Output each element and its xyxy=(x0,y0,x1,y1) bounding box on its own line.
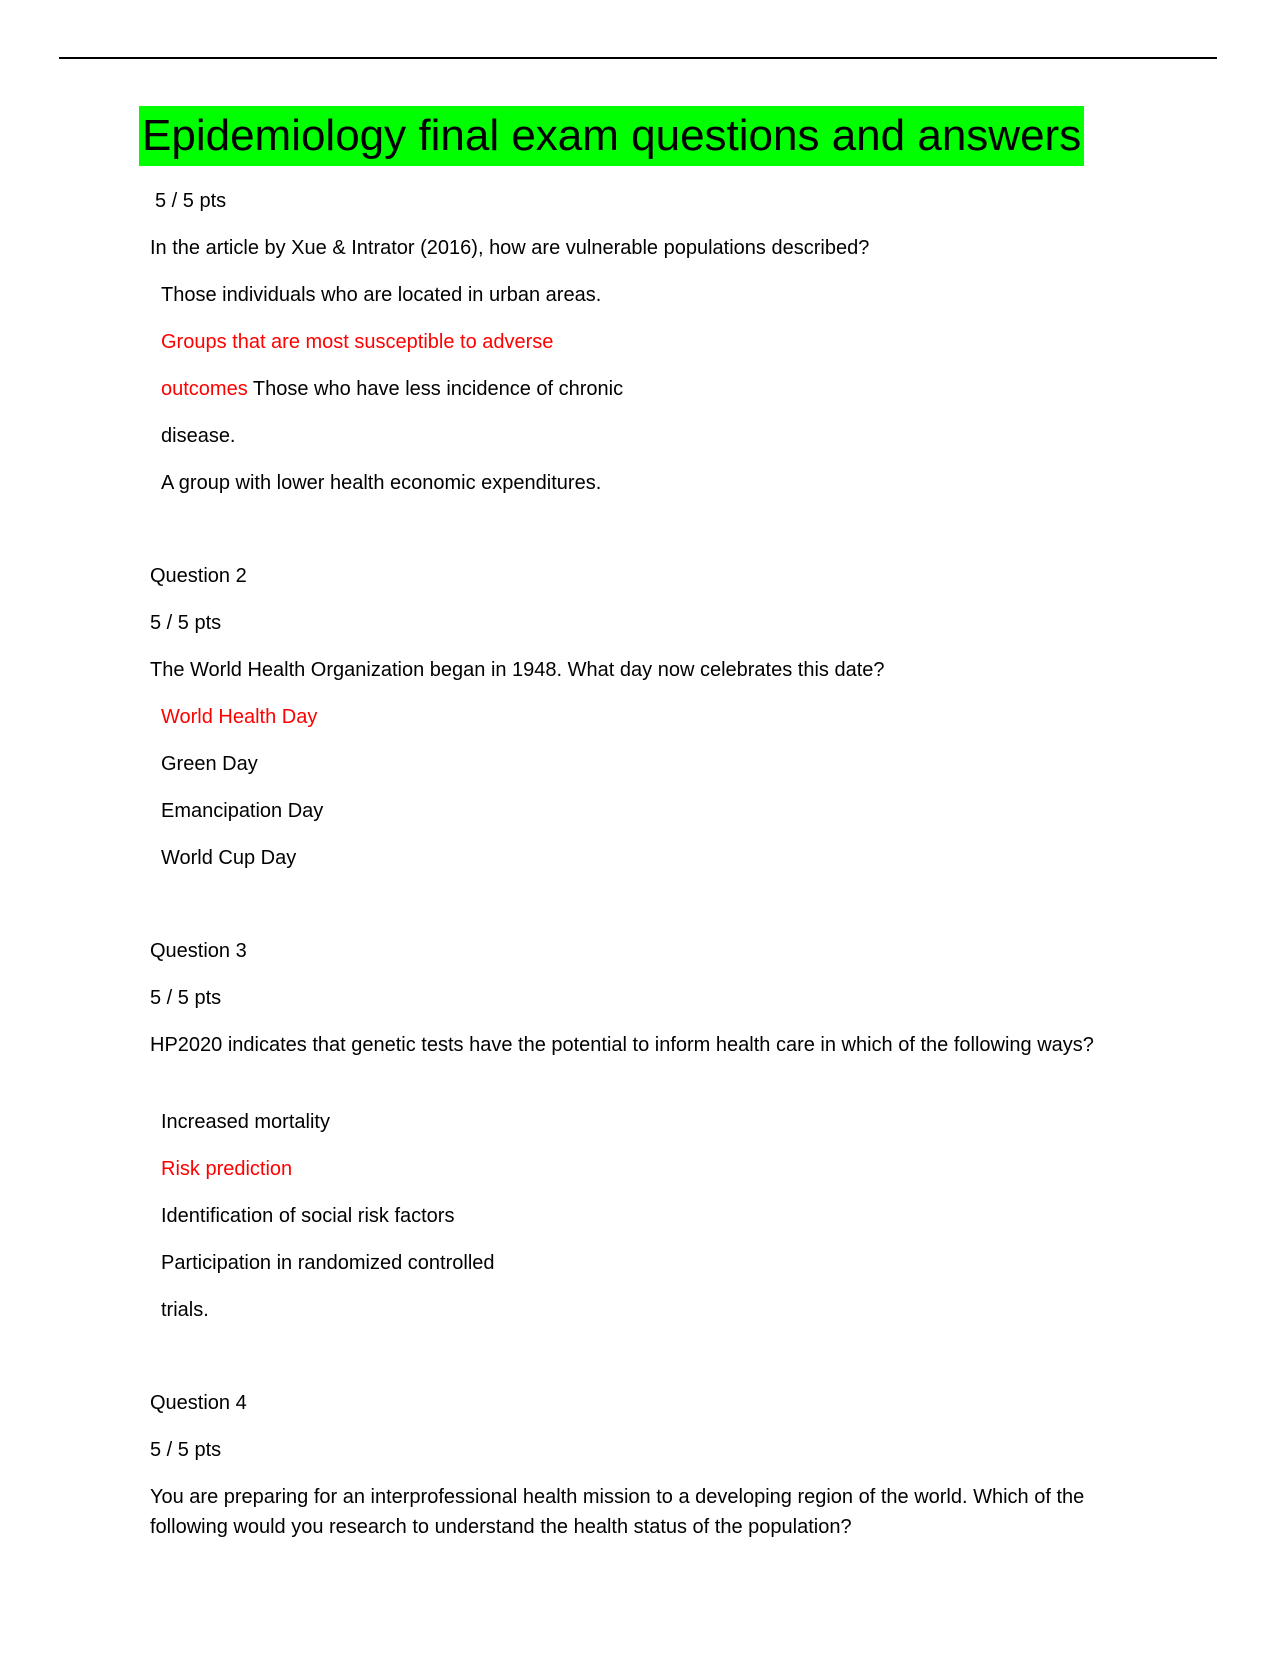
q1-correct-answer: Groups that are most susceptible to adverse xyxy=(161,331,554,353)
page-title: Epidemiology final exam questions and answers xyxy=(139,106,1084,166)
q4-prompt: You are preparing for an interprofessional health mission to a developing region of the world. Which of the following would you research to understand the health status of the population? xyxy=(150,1486,1085,1538)
q3-option: Increased mortality xyxy=(161,1111,330,1133)
q2-correct-answer: World Health Day xyxy=(161,706,318,728)
q2-option: World Cup Day xyxy=(161,847,297,869)
q3-option: Identification of social risk factors xyxy=(161,1205,455,1227)
q1-prompt: In the article by Xue & Intrator (2016), how are vulnerable populations described? xyxy=(150,237,870,259)
q3-points: 5 / 5 pts xyxy=(150,987,222,1009)
q2-option: Green Day xyxy=(161,753,258,775)
q1-points: 5 / 5 pts xyxy=(155,190,227,212)
q2-prompt: The World Health Organization began in 1948. What day now celebrates this date? xyxy=(150,659,885,681)
q2-points: 5 / 5 pts xyxy=(150,612,222,634)
q1-option-line xyxy=(161,374,623,404)
q1-correct-answer-continued: outcomes xyxy=(161,378,248,400)
q2-option: Emancipation Day xyxy=(161,800,324,822)
q1-option: Those individuals who are located in urban areas. xyxy=(161,284,602,306)
q1-option: A group with lower health economic expenditures. xyxy=(161,472,602,494)
q3-option: trials. xyxy=(161,1299,209,1321)
top-rule xyxy=(59,57,1217,59)
q3-prompt: HP2020 indicates that genetic tests have the potential to inform health care in which of the following ways? xyxy=(150,1034,1094,1056)
q3-label: Question 3 xyxy=(150,940,247,962)
q3-correct-answer: Risk prediction xyxy=(161,1158,293,1180)
q1-option: disease. xyxy=(161,425,236,447)
q3-option: Participation in randomized controlled xyxy=(161,1252,495,1274)
q1-option: Those who have less incidence of chronic xyxy=(247,378,624,400)
q4-points: 5 / 5 pts xyxy=(150,1439,222,1461)
q4-label: Question 4 xyxy=(150,1392,247,1414)
q2-label: Question 2 xyxy=(150,565,247,587)
